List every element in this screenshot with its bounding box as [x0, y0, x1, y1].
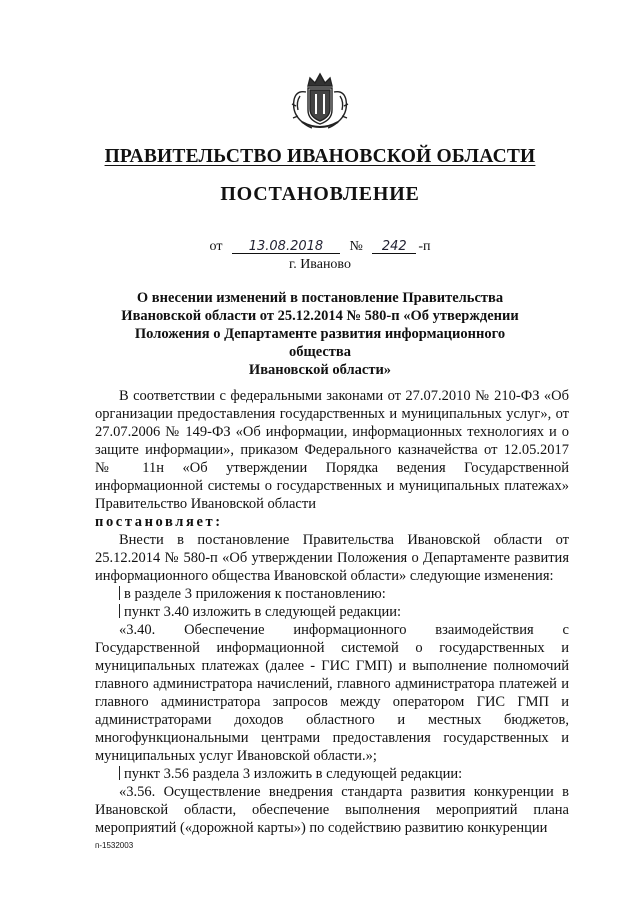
- date-prefix: от: [209, 239, 223, 254]
- handwritten-date: 13.08.2018: [232, 240, 340, 254]
- heading-line: О внесении изменений в постановление Правительства: [136, 290, 504, 306]
- margin-mark: [119, 586, 120, 600]
- city: г. Иваново: [289, 257, 351, 272]
- item-356-paragraph: [95, 765, 569, 783]
- section-text: в разделе 3 приложения к постановлению:: [124, 586, 386, 602]
- item-340-text: пункт 3.40 изложить в следующей редакции:: [124, 604, 402, 620]
- text-340-paragraph: «3.40. Обеспечение информационного взаимодействия с Государственной информационной системой о государственных и муниципальных платежах (далее - ГИС ГМП) и выполнение полномочий главного администратора начислений, главного администратора платежей и главного администратора запросов между оператором ГИС ГМП и администраторами доходов областного и местных бюджетов, многофункциональными центрами предоставления государственных и муниципальных услуг Ивановской области.»;: [95, 622, 569, 764]
- document-body: [95, 387, 569, 837]
- number-prefix: №: [349, 239, 363, 254]
- document-heading: [105, 289, 535, 379]
- amend-paragraph: Внести в постановление Правительства Ивановской области от 25.12.2014 № 580-п «Об утверждении Положения о Департаменте развития информационного общества Ивановской области» следующие изменения:: [95, 532, 569, 584]
- date-number-line: [0, 239, 640, 255]
- section-paragraph: [95, 585, 569, 603]
- heading-line: Ивановской области»: [248, 362, 392, 378]
- item-356-text: пункт 3.56 раздела 3 изложить в следующей редакции:: [124, 766, 463, 782]
- handwritten-number: 242: [372, 240, 416, 254]
- intro-paragraph: В соответствии с федеральными законами от 27.07.2010 № 210-ФЗ «Об организации предоставления государственных и муниципальных услуг», от 27.07.2006 № 149-ФЗ «Об информации, информационных технологиях и о защите информации», приказом Федерального казначейства от 12.05.2017 № 11н «Об утверждении Порядка ведения Государственной информационной системы о государственных и муниципальных платежах» Правительство Ивановской области: [95, 388, 569, 512]
- number-suffix: -п: [418, 239, 431, 254]
- decree-word: постановляет:: [95, 514, 223, 530]
- text-356-paragraph: «3.56. Осуществление внедрения стандарта развития конкуренции в Ивановской области, обеспечение выполнения мероприятий плана мероприятий («дорожной карты») по содействию развитию конкуренции: [95, 784, 569, 836]
- heading-line: Положения о Департаменте развития информационного общества: [134, 326, 506, 360]
- heading-line: Ивановской области от 25.12.2014 № 580-п «Об утверждении: [121, 308, 519, 324]
- item-340-paragraph: [95, 603, 569, 621]
- ivanovo-coat-of-arms-icon: [288, 66, 352, 134]
- document-type: ПОСТАНОВЛЕНИЕ: [220, 183, 420, 205]
- margin-mark: [119, 604, 120, 618]
- margin-mark: [119, 766, 120, 780]
- footer-code: п-1532003: [95, 841, 134, 850]
- government-name: ПРАВИТЕЛЬСТВО ИВАНОВСКОЙ ОБЛАСТИ: [104, 146, 536, 167]
